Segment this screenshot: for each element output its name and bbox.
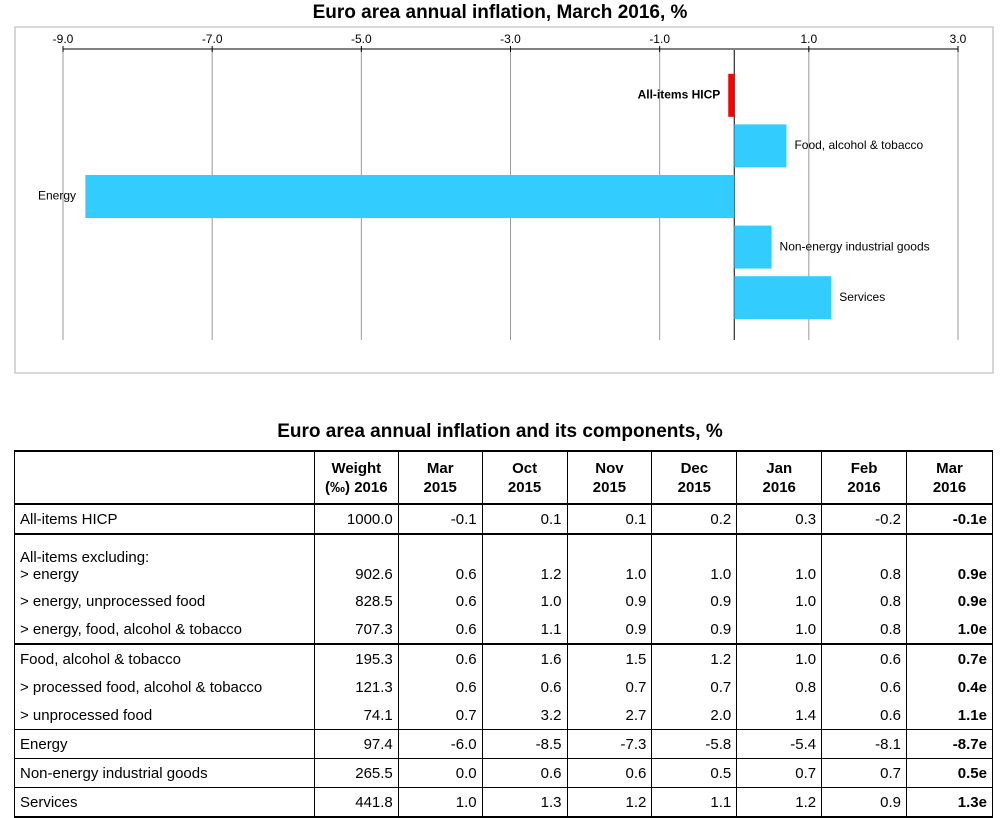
bar-food-alcohol-tobacco [734,124,786,167]
table-cell: 0.6 [822,644,907,673]
table-cell: 0.9e [907,587,993,615]
table-cell: 0.5e [907,759,993,788]
x-tick-label: -9.0 [52,32,74,46]
table-cell: 1.2 [482,534,567,587]
table-cell: 0.6 [567,759,652,788]
table-row [15,673,993,701]
table-cell: 0.7 [652,673,737,701]
bar-services [734,276,831,319]
table-row [15,644,993,673]
table-cell: 0.9 [567,615,652,644]
table-cell: 1.0 [737,615,822,644]
table-cell: 0.9 [652,587,737,615]
table-row [15,587,993,615]
table-cell: 0.8 [822,534,907,587]
table-cell: 1.0 [737,534,822,587]
table-cell: 707.3 [314,615,398,644]
table-cell: 1.0 [567,534,652,587]
table-cell: 1.4 [737,701,822,730]
table-cell: 1.1 [482,615,567,644]
table-row [15,759,993,788]
table-cell: -7.3 [567,730,652,759]
table-cell: 1.6 [482,644,567,673]
x-tick-label: -5.0 [350,32,372,46]
bar-non-energy-industrial-goods [734,226,771,269]
chart-bars [85,74,831,319]
table-cell: 3.2 [482,701,567,730]
table-cell: 1.0 [482,587,567,615]
table-cell: 2.7 [567,701,652,730]
table-cell: -0.2 [822,504,907,534]
table-cell: 195.3 [314,644,398,673]
table-cell: -5.4 [737,730,822,759]
table-cell: 0.7 [822,759,907,788]
table-cell: 0.6 [398,673,482,701]
table-cell: 0.8 [822,615,907,644]
table-cell: 0.5 [652,759,737,788]
table-cell: 0.7e [907,644,993,673]
inflation-bar-chart [0,0,1000,380]
table-cell: 1.0 [737,587,822,615]
table-cell: -8.1 [822,730,907,759]
x-tick-label: -1.0 [649,32,671,46]
table-header-cell: Weight (‰) 2016 [314,451,398,504]
table-cell: -8.5 [482,730,567,759]
table-cell: 0.6 [398,534,482,587]
table-cell: 1.0 [398,788,482,818]
row-label: Services [15,788,315,818]
table-cell: 0.6 [482,673,567,701]
table-cell: -8.7e [907,730,993,759]
table-cell: 0.0 [398,759,482,788]
row-label: > unprocessed food [15,701,315,730]
table-cell: 0.3 [737,504,822,534]
table-cell: 1.3 [482,788,567,818]
x-tick-label: 1.0 [800,32,818,46]
table-cell: 1.0 [652,534,737,587]
table-row [15,504,993,534]
table-cell: 0.1 [567,504,652,534]
table-header-cell: Oct 2015 [482,451,567,504]
table-cell: 1.2 [567,788,652,818]
table-header-cell [15,451,315,504]
table-cell: -0.1e [907,504,993,534]
table-cell: 0.6 [398,587,482,615]
table-cell: 0.7 [398,701,482,730]
bar-category-label: Energy [37,188,76,203]
table-cell: 1.0 [737,644,822,673]
table-cell: 0.4e [907,673,993,701]
table-cell: 0.9 [822,788,907,818]
table-cell: 902.6 [314,534,398,587]
table-cell: 0.6 [398,644,482,673]
x-tick-label: -7.0 [201,32,223,46]
table-cell: 1.0e [907,615,993,644]
row-label: > energy, unprocessed food [15,587,315,615]
table-header-cell: Jan 2016 [737,451,822,504]
bar-category-label: Services [839,289,886,304]
table-row [15,701,993,730]
row-label: All-items excluding: > energy [15,534,315,587]
inflation-components-table [14,450,993,818]
table-cell: 441.8 [314,788,398,818]
table-title: Euro area annual inflation and its components, % [277,421,723,442]
table-cell: 0.1 [482,504,567,534]
table-cell: 1.2 [737,788,822,818]
table-cell: 0.2 [652,504,737,534]
table-row [15,615,993,644]
table-header-cell: Mar 2015 [398,451,482,504]
table-cell: 0.9 [652,615,737,644]
table-row [15,788,993,818]
table-header-cell: Feb 2016 [822,451,907,504]
table-header-cell: Nov 2015 [567,451,652,504]
x-tick-label: 3.0 [949,32,967,46]
table-cell: 2.0 [652,701,737,730]
table-cell: 0.6 [822,701,907,730]
table-cell: 1000.0 [314,504,398,534]
table-cell: 74.1 [314,701,398,730]
table-cell: 0.6 [398,615,482,644]
bar-all-items-hicp [728,74,734,117]
table-cell: 1.1 [652,788,737,818]
table-cell: 0.6 [482,759,567,788]
row-label: Food, alcohol & tobacco [15,644,315,673]
bar-category-label: Food, alcohol & tobacco [794,138,924,153]
row-label: All-items HICP [15,504,315,534]
chart-title: Euro area annual inflation, March 2016, % [312,2,688,23]
table-cell: 1.5 [567,644,652,673]
row-label: > processed food, alcohol & tobacco [15,673,315,701]
bar-category-label: All-items HICP [637,87,721,102]
table-cell: 0.9 [567,587,652,615]
table-cell: 1.3e [907,788,993,818]
table-cell: 265.5 [314,759,398,788]
table-cell: 0.8 [737,673,822,701]
table-cell: -5.8 [652,730,737,759]
table-cell: 1.2 [652,644,737,673]
table-cell: -0.1 [398,504,482,534]
row-label: Non-energy industrial goods [15,759,315,788]
table-cell: 0.8 [822,587,907,615]
table-header-cell: Mar 2016 [907,451,993,504]
table-cell: 0.7 [737,759,822,788]
x-tick-label: -3.0 [500,32,521,46]
bar-energy [85,175,734,218]
table-cell: 828.5 [314,587,398,615]
row-label: Energy [15,730,315,759]
table-cell: 0.9e [907,534,993,587]
table-cell: 0.6 [822,673,907,701]
bar-category-label: Non-energy industrial goods [779,239,930,254]
table-cell: 97.4 [314,730,398,759]
table-row [15,534,993,587]
table-header-cell: Dec 2015 [652,451,737,504]
table-header-row [15,451,993,504]
row-label: > energy, food, alcohol & tobacco [15,615,315,644]
table-cell: 0.7 [567,673,652,701]
table-row [15,730,993,759]
table-cell: 1.1e [907,701,993,730]
table-cell: -6.0 [398,730,482,759]
table-cell: 121.3 [314,673,398,701]
